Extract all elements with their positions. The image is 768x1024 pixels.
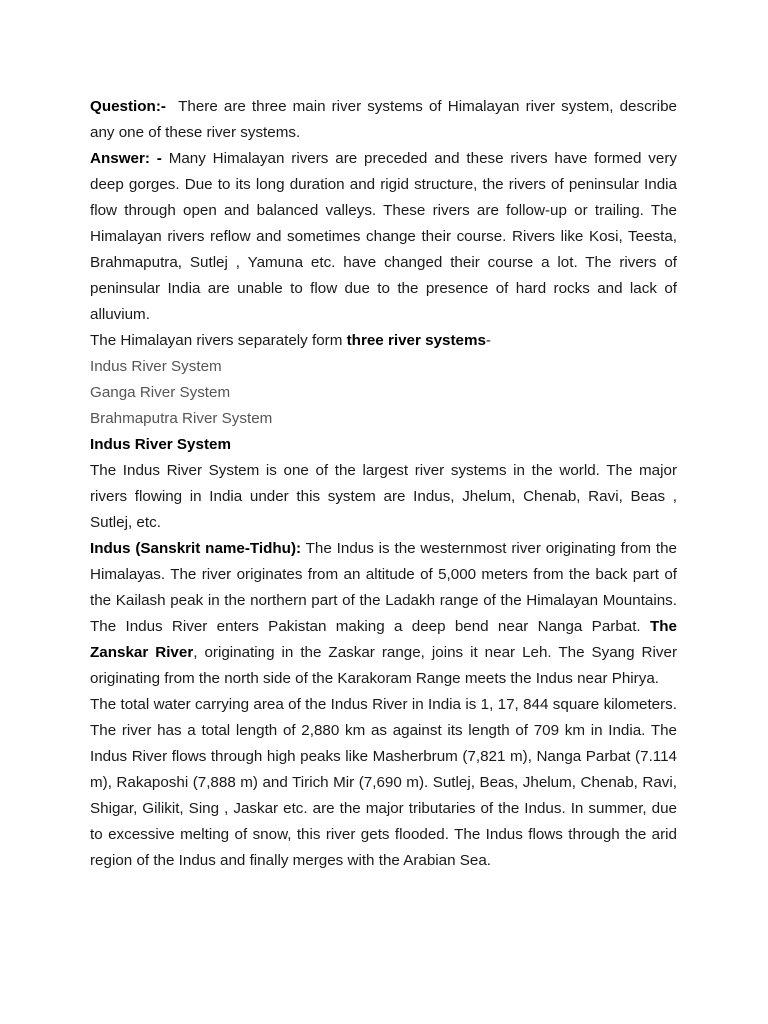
systems-intro-suffix: -	[485, 332, 491, 349]
indus-text-after: , originating in the Zaskar range, joins it near Leh. The Syang River originating from the north side of the Karakoram Range meets the Indus near Phirya.	[90, 644, 677, 687]
indus-system-text: The Indus River System is one of the largest river systems in the world. The major rivers flowing in India under this system are Indus, Jhelum, Chenab, Ravi, Beas , Sutlej, etc.	[90, 462, 677, 531]
indus-system-heading-text: Indus River System	[90, 436, 231, 453]
answer-label: Answer: -	[90, 150, 162, 167]
answer-text: Many Himalayan rivers are preceded and these rivers have formed very deep gorges. Due to its long duration and rigid structure, the rivers of peninsular India flow through open and balanced valleys. These rivers are follow-up or trailing. The Himalayan rivers reflow and sometimes change their course. Rivers like Kosi, Teesta, Brahmaputra, Sutlej , Yamuna etc. have changed their course a lot. The rivers of peninsular India are unable to flow due to the presence of hard rocks and lack of alluvium.	[90, 150, 677, 323]
system-list-item: Indus River System	[90, 358, 222, 375]
systems-intro	[90, 328, 677, 354]
question-label: Question:-	[90, 98, 166, 115]
systems-intro-bold: three river systems	[346, 332, 486, 349]
area-text: The total water carrying area of the Indus River in India is 1, 17, 844 square kilometers. The river has a total length of 2,880 km as against its length of 709 km in India. The Indus River flows through high peaks like Masherbrum (7,821 m), Nanga Parbat (7.114 m), Rakaposhi (7,888 m) and Tirich Mir (7,690 m). Sutlej, Beas, Jhelum, Chenab, Ravi, Shigar, Gilikit, Sing , Jaskar etc. are the major tributaries of the Indus. In summer, due to excessive melting of snow, this river gets flooded. The Indus flows through the arid region of the Indus and finally merges with the Arabian Sea.	[90, 696, 677, 869]
zanskar-river-label: The Zanskar River	[90, 618, 677, 661]
indus-paragraph	[90, 536, 677, 692]
question-text: There are three main river systems of Himalayan river system, describe any one of these river systems.	[90, 98, 677, 141]
indus-system-heading	[90, 432, 677, 458]
system-list-item: Brahmaputra River System	[90, 410, 273, 427]
systems-intro-text: The Himalayan rivers separately form	[90, 332, 343, 349]
indus-label: Indus (Sanskrit name-Tidhu):	[90, 540, 302, 557]
answer-paragraph	[90, 146, 677, 328]
indus-system-paragraph	[90, 458, 677, 536]
document-page	[90, 94, 677, 874]
system-list-item: Ganga River System	[90, 384, 231, 401]
indus-text-before: The Indus is the westernmost river originating from the Himalayas. The river originates from an altitude of 5,000 meters from the back part of the Kailash peak in the northern part of the Ladakh range of the Himalayan Mountains. The Indus River enters Pakistan making a deep bend near Nanga Parbat.	[90, 540, 677, 635]
question-paragraph	[90, 94, 677, 146]
area-paragraph	[90, 692, 677, 874]
